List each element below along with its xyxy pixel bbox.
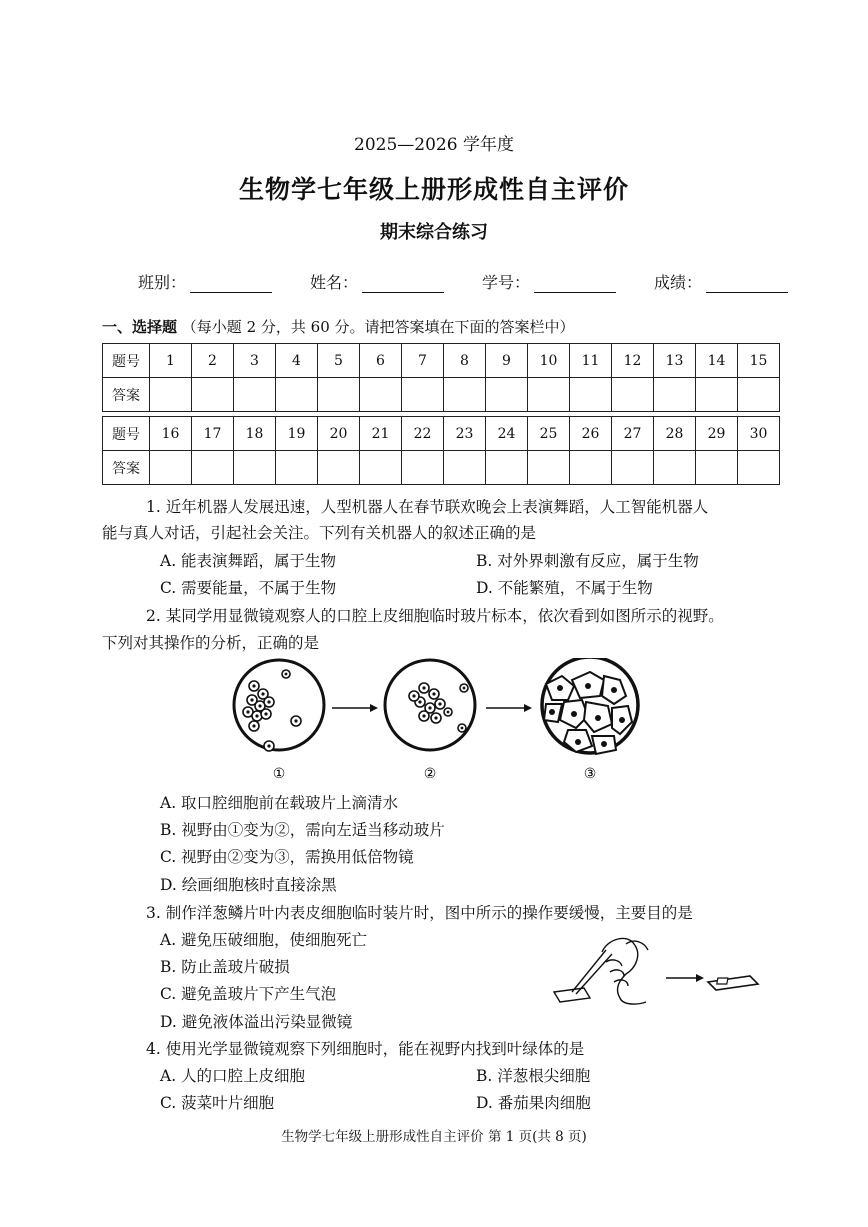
qnum-cell: 19 xyxy=(276,417,318,451)
qnum-cell: 7 xyxy=(402,344,444,378)
answer-cell[interactable] xyxy=(612,451,654,485)
qnum-row xyxy=(103,417,780,451)
name-field xyxy=(310,270,444,293)
section-heading xyxy=(102,316,575,337)
answer-cell[interactable] xyxy=(360,378,402,412)
q3-option-a: A. 避免压破细胞，使细胞死亡 xyxy=(160,931,368,949)
qnum-cell: 3 xyxy=(234,344,276,378)
qnum-cell: 17 xyxy=(192,417,234,451)
qnum-cell: 29 xyxy=(696,417,738,451)
q1-option-c: C. 需要能量，不属于生物 xyxy=(160,579,337,597)
q2-option-d: D. 绘画细胞核时直接涂黑 xyxy=(160,876,337,894)
q1-stem-line2: 能与真人对话，引起社会关注。下列有关机器人的叙述正确的是 xyxy=(102,524,537,542)
qnum-cell: 21 xyxy=(360,417,402,451)
q1-option-d: D. 不能繁殖，不属于生物 xyxy=(476,579,653,597)
answer-row xyxy=(103,378,780,412)
arrow-2 xyxy=(486,704,532,712)
school-year: 2025—2026 学年度 xyxy=(354,135,514,155)
qnum-cell: 11 xyxy=(570,344,612,378)
answer-cell[interactable] xyxy=(696,378,738,412)
q3-option-b: B. 防止盖玻片破损 xyxy=(160,958,290,976)
answer-cell[interactable] xyxy=(192,451,234,485)
class-blank[interactable] xyxy=(190,276,272,293)
q2-option-c: C. 视野由②变为③，需换用低倍物镜 xyxy=(160,848,414,866)
arrow-3 xyxy=(666,974,704,982)
q4-stem: 4. 使用光学显微镜观察下列细胞时，能在视野内找到叶绿体的是 xyxy=(146,1040,585,1058)
score-field xyxy=(654,270,788,293)
answer-cell[interactable] xyxy=(234,451,276,485)
student-id-blank[interactable] xyxy=(534,276,616,293)
qnum-cell: 5 xyxy=(318,344,360,378)
answer-table-2 xyxy=(102,416,780,485)
answer-cell[interactable] xyxy=(276,451,318,485)
answer-cell[interactable] xyxy=(318,451,360,485)
answer-cell[interactable] xyxy=(654,451,696,485)
qnum-cell: 24 xyxy=(486,417,528,451)
answer-cell[interactable] xyxy=(654,378,696,412)
answer-row xyxy=(103,451,780,485)
answer-cell[interactable] xyxy=(234,378,276,412)
qnum-cell: 18 xyxy=(234,417,276,451)
answer-cell[interactable] xyxy=(738,451,780,485)
qnum-cell: 28 xyxy=(654,417,696,451)
qnum-cell: 22 xyxy=(402,417,444,451)
hand-with-forceps-icon xyxy=(554,938,648,1004)
answer-cell[interactable] xyxy=(528,378,570,412)
answer-cell[interactable] xyxy=(486,378,528,412)
student-info-row xyxy=(138,270,808,293)
answer-cell[interactable] xyxy=(402,451,444,485)
answer-cell[interactable] xyxy=(276,378,318,412)
coverslip-operation-figure xyxy=(550,932,780,1012)
qnum-cell: 12 xyxy=(612,344,654,378)
answer-cell[interactable] xyxy=(192,378,234,412)
qnum-row xyxy=(103,344,780,378)
arrow-1 xyxy=(332,704,378,712)
field-2 xyxy=(385,660,475,750)
qnum-cell: 9 xyxy=(486,344,528,378)
q4-option-a: A. 人的口腔上皮细胞 xyxy=(160,1067,306,1085)
answer-cell[interactable] xyxy=(528,451,570,485)
name-label: 姓名： xyxy=(310,273,359,292)
answer-cell[interactable] xyxy=(318,378,360,412)
qnum-cell: 27 xyxy=(612,417,654,451)
qnum-cell: 23 xyxy=(444,417,486,451)
score-blank[interactable] xyxy=(706,276,788,293)
field-label-3: ③ xyxy=(583,766,597,782)
field-1 xyxy=(234,660,324,751)
q2-stem-line1: 2. 某同学用显微镜观察人的口腔上皮细胞临时玻片标本，依次看到如图所示的视野。 xyxy=(146,607,724,625)
qnum-cell: 4 xyxy=(276,344,318,378)
qnum-cell: 14 xyxy=(696,344,738,378)
qnum-cell: 16 xyxy=(150,417,192,451)
answer-cell[interactable] xyxy=(444,451,486,485)
answer-cell[interactable] xyxy=(150,451,192,485)
q4-option-b: B. 洋葱根尖细胞 xyxy=(476,1067,591,1085)
qnum-cell: 25 xyxy=(528,417,570,451)
q2-option-a: A. 取口腔细胞前在载玻片上滴清水 xyxy=(160,794,399,812)
q1-stem-line1: 1. 近年机器人发展迅速，人型机器人在春节联欢晚会上表演舞蹈，人工智能机器人 xyxy=(146,498,709,516)
qnum-cell: 13 xyxy=(654,344,696,378)
section-note: （每小题 2 分，共 60 分。请把答案填在下面的答案栏中） xyxy=(181,318,575,336)
answer-cell[interactable] xyxy=(402,378,444,412)
answer-cell[interactable] xyxy=(570,451,612,485)
qnum-header: 题号 xyxy=(103,417,150,451)
answer-cell[interactable] xyxy=(696,451,738,485)
answer-cell[interactable] xyxy=(444,378,486,412)
name-blank[interactable] xyxy=(362,276,444,293)
answer-header: 答案 xyxy=(103,378,150,412)
qnum-cell: 26 xyxy=(570,417,612,451)
q1-option-b: B. 对外界刺激有反应，属于生物 xyxy=(476,552,699,570)
q3-option-d: D. 避免液体溢出污染显微镜 xyxy=(160,1013,353,1031)
qnum-cell: 1 xyxy=(150,344,192,378)
q3-option-c: C. 避免盖玻片下产生气泡 xyxy=(160,985,337,1003)
slide-icon xyxy=(708,976,758,990)
answer-table-1 xyxy=(102,343,780,412)
answer-cell[interactable] xyxy=(486,451,528,485)
q1-option-a: A. 能表演舞蹈，属于生物 xyxy=(160,552,337,570)
answer-header: 答案 xyxy=(103,451,150,485)
class-field xyxy=(138,270,272,293)
q4-option-d: D. 番茄果肉细胞 xyxy=(476,1094,591,1112)
student-id-label: 学号： xyxy=(482,273,531,292)
qnum-header: 题号 xyxy=(103,344,150,378)
qnum-cell: 20 xyxy=(318,417,360,451)
qnum-cell: 30 xyxy=(738,417,780,451)
qnum-cell: 2 xyxy=(192,344,234,378)
exam-subtitle: 期末综合练习 xyxy=(380,222,488,243)
q2-option-b: B. 视野由①变为②，需向左适当移动玻片 xyxy=(160,821,445,839)
answer-cell[interactable] xyxy=(360,451,402,485)
qnum-cell: 15 xyxy=(738,344,780,378)
answer-cell[interactable] xyxy=(738,378,780,412)
q3-stem: 3. 制作洋葱鳞片叶内表皮细胞临时装片时，图中所示的操作要缓慢，主要目的是 xyxy=(146,904,693,922)
field-label-2: ② xyxy=(423,766,437,782)
field-label-1: ① xyxy=(272,766,286,782)
q4-option-c: C. 菠菜叶片细胞 xyxy=(160,1094,275,1112)
q2-stem-line2: 下列对其操作的分析，正确的是 xyxy=(102,634,320,652)
exam-title: 生物学七年级上册形成性自主评价 xyxy=(238,175,629,204)
answer-cell[interactable] xyxy=(570,378,612,412)
answer-cell[interactable] xyxy=(150,378,192,412)
answer-cell[interactable] xyxy=(612,378,654,412)
class-label: 班别： xyxy=(138,273,187,292)
section-title: 一、选择题 xyxy=(102,318,178,336)
qnum-cell: 10 xyxy=(528,344,570,378)
qnum-cell: 8 xyxy=(444,344,486,378)
score-label: 成绩： xyxy=(654,273,703,292)
field-3 xyxy=(542,658,638,754)
student-id-field xyxy=(482,270,616,293)
page-footer: 生物学七年级上册形成性自主评价 第 1 页(共 8 页) xyxy=(281,1129,587,1145)
qnum-cell: 6 xyxy=(360,344,402,378)
microscope-fields-figure xyxy=(224,658,644,783)
